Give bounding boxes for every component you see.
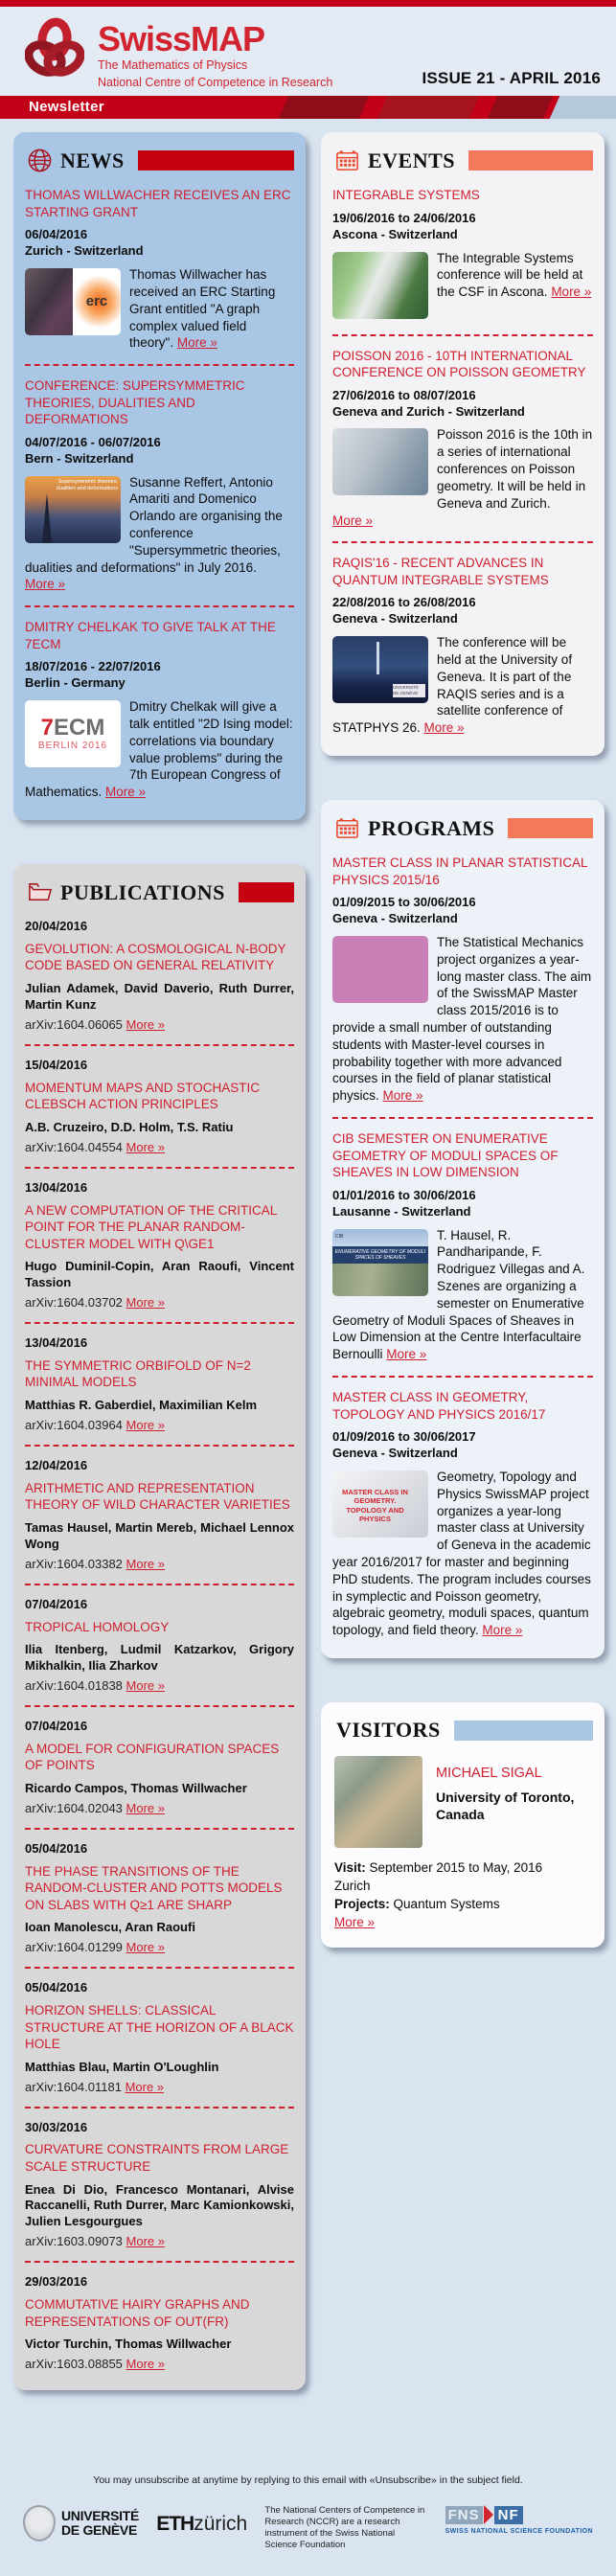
event-location: Geneva - Switzerland (332, 611, 458, 627)
publication-item (25, 1458, 294, 1571)
publications-title: PUBLICATIONS (60, 879, 225, 904)
news-item-location: Berlin - Germany (25, 675, 125, 691)
program-item (332, 855, 593, 1105)
publication-authors: Enea Di Dio, Francesco Montanari, Alvise Raccanelli, Ruth Durrer, Marc Kamionkowski, Julien Lesgourgues (25, 2181, 294, 2229)
events-title: EVENTS (368, 148, 456, 172)
publication-date: 30/03/2016 (25, 2119, 88, 2134)
news-item-body (25, 266, 294, 352)
calendar-icon (334, 815, 360, 841)
events-section-head (334, 148, 593, 173)
event-date: 27/06/2016 to 08/07/2016 (332, 387, 476, 402)
7ecm-logo: 7ECM (40, 714, 105, 741)
program-location: Lausanne - Switzerland (332, 1203, 471, 1219)
brand-block (98, 16, 332, 90)
dashed-separator (25, 1584, 294, 1585)
dashed-separator (25, 1322, 294, 1324)
unige-logo (23, 2505, 139, 2542)
publication-arxiv: arXiv:1604.03382 More » (25, 1556, 166, 1571)
publication-date: 12/04/2016 (25, 1457, 88, 1472)
publication-authors: Matthias R. Gaberdiel, Maximilian Kelm (25, 1397, 258, 1412)
image-caption: Supersymmetric theories, dualities and deformations (56, 478, 118, 491)
publication-title[interactable]: CURVATURE CONSTRAINTS FROM LARGE SCALE STRUCTURE (25, 2142, 289, 2175)
visitor-photo (334, 1756, 422, 1848)
publication-title[interactable]: MOMENTUM MAPS AND STOCHASTIC CLEBSCH ACTION PRINCIPLES (25, 1080, 261, 1112)
news-item-image (25, 476, 121, 543)
more-link[interactable]: More » (125, 1139, 166, 1154)
event-image (332, 428, 428, 495)
unsubscribe-note: You may unsubscribe at anytime by replying to this email with «Unsubscribe» in the subject field. (93, 2474, 523, 2487)
more-link[interactable]: More » (125, 1295, 166, 1310)
more-link[interactable]: More » (125, 2079, 165, 2094)
dashed-separator (25, 1044, 294, 1046)
news-section (13, 132, 306, 820)
publication-arxiv: arXiv:1604.04554 More » (25, 1139, 166, 1154)
events-header-bar (468, 150, 593, 171)
jet-deau (376, 642, 379, 674)
brand-title: SwissMAP (98, 19, 265, 58)
publication-arxiv: arXiv:1604.01838 More » (25, 1677, 166, 1693)
more-link[interactable]: More » (25, 577, 66, 592)
more-link[interactable]: More » (386, 1347, 427, 1362)
right-column (321, 132, 605, 1956)
publication-title[interactable]: ARITHMETIC AND REPRESENTATION THEORY OF WILD CHARACTER VARIETIES (25, 1480, 290, 1513)
portrait-photo (25, 268, 73, 335)
issue-label: ISSUE 21 - APRIL 2016 (422, 69, 601, 88)
dashed-separator (25, 1445, 294, 1447)
header (0, 7, 616, 96)
program-body (332, 934, 593, 1105)
news-title: NEWS (60, 148, 125, 172)
visitors-header-bar (454, 1721, 593, 1741)
publication-date: 29/03/2016 (25, 2274, 88, 2290)
programs-title: PROGRAMS (368, 815, 495, 840)
visitor-affiliation: University of Toronto, Canada (436, 1790, 575, 1823)
dashed-separator (332, 1117, 593, 1119)
event-date: 19/06/2016 to 24/06/2016 (332, 210, 476, 225)
news-item-image (25, 700, 121, 767)
more-link[interactable]: More » (551, 285, 592, 300)
dashed-separator (25, 1967, 294, 1969)
publication-title[interactable]: A MODEL FOR CONFIGURATION SPACES OF POINTS (25, 1741, 280, 1773)
event-text: The conference will be held at the University of Geneva. It is part of the RAQIS series and is a satellite conference of STATPHYS 26. (332, 635, 573, 736)
news-item-date: 06/04/2016 (25, 227, 88, 242)
publication-authors: Matthias Blau, Martin O'Loughlin (25, 2059, 219, 2074)
program-date: 01/09/2015 to 30/06/2016 (332, 895, 476, 910)
visitor-card (334, 1756, 591, 1848)
publication-date: 13/04/2016 (25, 1335, 88, 1350)
dashed-separator (25, 605, 294, 607)
globe-icon (27, 148, 53, 173)
snsf-logo (445, 2505, 593, 2535)
event-body (332, 250, 593, 322)
program-title[interactable]: MASTER CLASS IN GEOMETRY, TOPOLOGY AND PHYSICS 2016/17 (332, 1390, 546, 1422)
more-link[interactable]: More » (105, 785, 147, 800)
publication-arxiv: arXiv:1604.06065 More » (25, 1016, 166, 1032)
publication-authors: Ioan Manolescu, Aran Raoufi (25, 1920, 195, 1935)
brand-tagline-1: The Mathematics of Physics (98, 58, 248, 72)
unige-badge: UNIVERSITÉ DE GENÈVE (393, 684, 425, 697)
publication-arxiv: arXiv:1603.09073 More » (25, 2234, 166, 2249)
event-title[interactable]: RAQIS'16 - RECENT ADVANCES IN QUANTUM INTEGRABLE SYSTEMS (332, 556, 549, 587)
dashed-separator (332, 1376, 593, 1378)
more-link[interactable]: More » (125, 1016, 166, 1032)
publication-item (25, 1719, 294, 1815)
publication-item (25, 1180, 294, 1310)
publication-title[interactable]: HORIZON SHELLS: CLASSICAL STRUCTURE AT THE HORIZON OF A BLACK HOLE (25, 2003, 294, 2052)
poster-text: MASTER CLASS IN GEOMETRY. TOPOLOGY AND PHYSICS (342, 1487, 408, 1523)
visitor-name[interactable]: MICHAEL SIGAL (436, 1766, 542, 1781)
news-item-date: 18/07/2016 - 22/07/2016 (25, 659, 161, 674)
campus-photo (332, 1264, 428, 1296)
publication-authors: Julian Adamek, David Daverio, Ruth Durrer, Martin Kunz (25, 981, 294, 1012)
programs-section (321, 800, 605, 1658)
publication-arxiv: arXiv:1604.01181 More » (25, 2079, 165, 2094)
dashed-separator (25, 2107, 294, 2109)
more-link[interactable]: More » (125, 2234, 166, 2249)
event-body (332, 634, 593, 737)
publication-authors: Hugo Duminil-Copin, Aran Raoufi, Vincent Tassion (25, 1259, 294, 1290)
newsletter-banner (0, 96, 616, 119)
banner-label: Newsletter (29, 99, 104, 116)
more-link[interactable]: More » (125, 1940, 166, 1955)
publication-arxiv: arXiv:1604.03964 More » (25, 1417, 166, 1432)
news-item-title[interactable]: CONFERENCE: SUPERSYMMETRIC THEORIES, DUALITIES AND DEFORMATIONS (25, 378, 245, 427)
event-text: The Integrable Systems conference will be held at the CSF in Ascona. (437, 250, 583, 300)
news-item-title[interactable]: THOMAS WILLWACHER RECEIVES AN ERC STARTING GRANT (25, 188, 291, 219)
publication-date: 13/04/2016 (25, 1179, 88, 1195)
cib-logo: CIB (332, 1229, 428, 1246)
main-content (0, 119, 616, 2463)
publications-header-bar (239, 882, 294, 902)
visitor-id-block (436, 1756, 591, 1848)
event-item (332, 348, 593, 530)
nccr-statement: The National Centers of Competence in Research (NCCR) are a research instrument of the Swiss National Science Foundation (264, 2505, 425, 2550)
event-location: Ascona - Switzerland (332, 226, 458, 241)
publication-authors: A.B. Cruzeiro, D.D. Holm, T.S. Ratiu (25, 1119, 234, 1134)
publication-authors: Ricardo Campos, Thomas Willwacher (25, 1780, 247, 1795)
news-item-title[interactable]: DMITRY CHELKAK TO GIVE TALK AT THE 7ECM (25, 620, 276, 651)
visitor-details (334, 1859, 593, 1932)
unige-crest-icon (23, 2505, 56, 2542)
publication-authors: Victor Turchin, Thomas Willwacher (25, 2337, 232, 2352)
program-text: T. Hausel, R. Pandharipande, F. Rodriguez Villegas and A. Szenes are organizing a semester on Enumerative Geometry of Moduli Spaces of Sheaves in Low Dimension at the Centre Interfacultaire Bernoulli (332, 1227, 585, 1362)
program-item (332, 1389, 593, 1639)
publication-date: 07/04/2016 (25, 1596, 88, 1611)
dashed-separator (25, 364, 294, 366)
publications-section-head (27, 879, 294, 905)
dashed-separator (25, 1167, 294, 1169)
calendar-icon (334, 148, 360, 173)
footer (0, 2463, 616, 2576)
swissmap-knot-logo (25, 16, 84, 83)
dashed-separator (332, 541, 593, 543)
publication-arxiv: arXiv:1604.03702 More » (25, 1295, 166, 1310)
news-item (25, 377, 294, 593)
event-text: Poisson 2016 is the 10th in a series of international conferences on Poisson geometry. It will be held in Geneva and Zurich. (437, 427, 593, 511)
event-date: 22/08/2016 to 26/08/2016 (332, 595, 476, 610)
eth-zurich-logo: ETHzürich (156, 2513, 248, 2536)
publication-item (25, 2274, 294, 2371)
program-text: The Statistical Mechanics project organizes a year-long master class. The aim of the SwissMAP Master class 2015/2016 is to provide a small number of outstanding students with Master-level courses in probability together with more advanced courses in the field of planar statistical physics. (332, 934, 592, 1104)
program-title[interactable]: MASTER CLASS IN PLANAR STATISTICAL PHYSICS 2015/16 (332, 855, 588, 887)
left-column (13, 132, 306, 2434)
programs-section-head (334, 815, 593, 841)
news-item-text: Susanne Reffert, Antonio Amariti and Domenico Orlando are organising the conference "Supersymmetric theories, dualities and deformations" in July 2016. (25, 474, 283, 575)
program-image (332, 1229, 428, 1296)
dashed-separator (25, 1705, 294, 1707)
news-section-head (27, 148, 294, 173)
publication-item (25, 919, 294, 1032)
publication-item (25, 1980, 294, 2093)
program-image (332, 1470, 428, 1538)
news-item-image (25, 268, 121, 335)
7ecm-logo-subtitle: BERLIN 2016 (37, 740, 108, 751)
visit-location: Zurich (334, 1878, 371, 1893)
events-section (321, 132, 605, 756)
snsf-chevron-icon (484, 2505, 493, 2524)
publication-arxiv: arXiv:1603.08855 More » (25, 2357, 166, 2372)
partner-logos (10, 2505, 606, 2551)
more-link[interactable]: More » (125, 1556, 166, 1571)
visitors-section-head (334, 1718, 593, 1743)
event-image (332, 636, 428, 703)
unige-wordmark: UNIVERSITÉ DE GENÈVE (61, 2508, 140, 2539)
dashed-separator (25, 1828, 294, 1830)
brand-tagline-2: National Centre of Competence in Research (98, 75, 333, 89)
snsf-wordmark: FNS NF (445, 2505, 593, 2524)
publication-authors: Tamas Hausel, Martin Mereb, Michael Lennox Wong (25, 1519, 294, 1551)
publication-title[interactable]: GEVOLUTION: A COSMOLOGICAL N-BODY CODE BASED ON GENERAL RELATIVITY (25, 941, 286, 973)
program-image (332, 936, 428, 1003)
publications-section (13, 864, 306, 2390)
projects-line: Projects: Quantum Systems (334, 1896, 500, 1911)
erc-logo: erc (73, 268, 121, 335)
more-link[interactable]: More » (125, 1800, 166, 1815)
programs-header-bar (508, 818, 593, 838)
publication-title[interactable]: THE PHASE TRANSITIONS OF THE RANDOM-CLUSTER AND POTTS MODELS ON SLABS WITH Q≥1 ARE SHARP (25, 1863, 283, 1912)
news-item-location: Zurich - Switzerland (25, 243, 144, 259)
event-location: Geneva and Zurich - Switzerland (332, 403, 525, 419)
more-link[interactable]: More » (482, 1623, 523, 1638)
news-item (25, 187, 294, 352)
news-item-body (25, 698, 294, 801)
program-body (332, 1227, 593, 1364)
program-location: Geneva - Switzerland (332, 911, 458, 926)
publication-arxiv: arXiv:1604.02043 More » (25, 1800, 166, 1815)
more-link[interactable]: More » (125, 1677, 166, 1693)
publication-authors: Ilia Itenberg, Ludmil Katzarkov, Grigory Mikhalkin, Ilia Zharkov (25, 1642, 294, 1673)
event-item (332, 187, 593, 321)
publication-item (25, 1597, 294, 1693)
program-body (332, 1469, 593, 1639)
publication-title[interactable]: A NEW COMPUTATION OF THE CRITICAL POINT FOR THE PLANAR RANDOM-CLUSTER MODEL WITH Q\GE1 (25, 1202, 277, 1251)
event-body (332, 426, 593, 529)
news-item-text: Thomas Willwacher has received an ERC Starting Grant entitled "A graph complex valued field theory". (129, 267, 276, 351)
program-title[interactable]: CIB SEMESTER ON ENUMERATIVE GEOMETRY OF MODULI SPACES OF SHEAVES IN LOW DIMENSION (332, 1131, 559, 1180)
news-item-location: Bern - Switzerland (25, 450, 134, 466)
news-item (25, 619, 294, 801)
publication-item (25, 2120, 294, 2249)
visitors-section (321, 1702, 605, 1948)
publication-item (25, 1335, 294, 1432)
publication-title[interactable]: COMMUTATIVE HAIRY GRAPHS AND REPRESENTATIONS OF OUT(FR) (25, 2297, 250, 2329)
dashed-separator (332, 334, 593, 336)
more-link[interactable]: More » (125, 1417, 166, 1432)
more-link[interactable]: More » (423, 720, 465, 736)
publication-date: 15/04/2016 (25, 1057, 88, 1072)
more-link[interactable]: More » (382, 1088, 423, 1104)
event-image (332, 252, 428, 319)
publication-item (25, 1841, 294, 1954)
folder-icon (27, 879, 53, 905)
news-item-text: Dmitry Chelkak will give a talk entitled "2D Ising model: correlations via boundary value problems" during the 7th European Congress of Mathematics. (25, 699, 293, 800)
visitors-title: VISITORS (336, 1718, 441, 1742)
event-title[interactable]: INTEGRABLE SYSTEMS (332, 188, 480, 203)
dashed-separator (25, 2261, 294, 2263)
more-link[interactable]: More » (332, 513, 374, 528)
more-link[interactable]: More » (176, 335, 217, 351)
event-title[interactable]: POISSON 2016 - 10TH INTERNATIONAL CONFERENCE ON POISSON GEOMETRY (332, 348, 586, 380)
snsf-caption: SWISS NATIONAL SCIENCE FOUNDATION (445, 2528, 593, 2536)
event-item (332, 555, 593, 737)
cib-banner-text: ENUMERATIVE GEOMETRY OF MODULI SPACES OF SHEAVES (332, 1246, 428, 1264)
publication-item (25, 1058, 294, 1154)
more-link[interactable]: More » (334, 1914, 376, 1929)
publication-date: 07/04/2016 (25, 1718, 88, 1733)
publication-date: 05/04/2016 (25, 1980, 88, 1995)
program-item (332, 1130, 593, 1363)
publication-title[interactable]: TROPICAL HOMOLOGY (25, 1619, 170, 1634)
more-link[interactable]: More » (125, 2357, 166, 2372)
top-red-strip (0, 0, 616, 7)
visit-line: Visit: September 2015 to May, 2016 (334, 1860, 543, 1875)
news-header-bar (138, 150, 294, 171)
program-location: Geneva - Switzerland (332, 1445, 458, 1460)
program-date: 01/09/2016 to 30/06/2017 (332, 1429, 476, 1445)
publication-arxiv: arXiv:1604.01299 More » (25, 1940, 166, 1955)
publication-date: 20/04/2016 (25, 919, 88, 934)
cathedral-silhouette (42, 493, 52, 543)
program-date: 01/01/2016 to 30/06/2016 (332, 1187, 476, 1202)
program-text: Geometry, Topology and Physics SwissMAP project organizes a year-long master class at University of Geneva in the academic year 2016/2017 for master and beginning PhD students. The program includes courses in symplectic and Poisson geometry, algebraic geometry, moduli spaces, quantum topology, and field theory. (332, 1469, 591, 1638)
news-item-body (25, 474, 294, 594)
publication-title[interactable]: THE SYMMETRIC ORBIFOLD OF N=2 MINIMAL MODELS (25, 1357, 251, 1390)
publication-date: 05/04/2016 (25, 1840, 88, 1856)
news-item-date: 04/07/2016 - 06/07/2016 (25, 434, 161, 449)
